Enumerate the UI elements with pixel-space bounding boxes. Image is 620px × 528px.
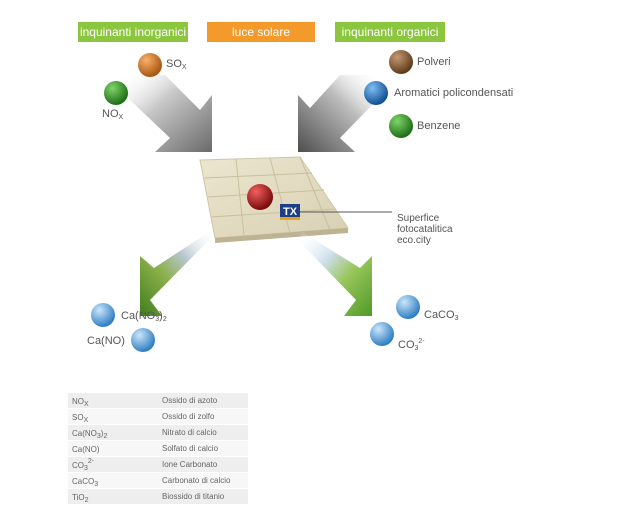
arrow-products-right (298, 232, 372, 316)
cano3-molecule-icon (91, 303, 115, 327)
legend-symbol: TiO2 (68, 489, 158, 505)
label-caco3: CaCO$_3$ (424, 309, 459, 322)
legend-description: Ossido di zolfo (158, 409, 248, 425)
legend-description: Nitrato di calcio (158, 425, 248, 441)
catalyst-molecule-icon (247, 184, 273, 210)
cano-molecule-icon (131, 328, 155, 352)
label-cano: Ca(NO) (87, 335, 125, 347)
surface-label-line3: eco.city (397, 235, 431, 246)
surface-label-line1: Superfice (397, 213, 440, 224)
tag-organic-pollutants: inquinanti organici (335, 22, 445, 42)
caco3-molecule-icon (396, 295, 420, 319)
polveri-molecule-icon (389, 50, 413, 74)
legend-row (68, 441, 248, 457)
label-nox: $NO_X$ (102, 108, 124, 121)
benzene-molecule-icon (389, 114, 413, 138)
legend-row (68, 473, 248, 489)
legend-table (68, 393, 248, 505)
arrow-inorganic-in (120, 75, 212, 152)
photocatalytic-surface (200, 157, 348, 243)
label-co3: $CO_3^{2-}$ (398, 338, 425, 352)
sox-molecule-icon (138, 53, 162, 77)
legend-row (68, 425, 248, 441)
aromatici-molecule-icon (364, 81, 388, 105)
legend-symbol: CO32- (68, 457, 158, 473)
label-benzene: Benzene (417, 120, 461, 132)
legend-symbol: SOX (68, 409, 158, 425)
legend-symbol: Ca(NO) (68, 441, 158, 457)
label-sox: $SO_X$ (166, 58, 187, 71)
legend-symbol: NOX (68, 393, 158, 409)
nox-molecule-icon (104, 81, 128, 105)
legend-description: Ione Carbonato (158, 457, 248, 473)
tag-inorganic-pollutants: inquinanti inorganici (78, 22, 188, 42)
legend-description: Biossido di titanio (158, 489, 248, 505)
label-aromatici: Aromatici policondensati (394, 87, 514, 99)
legend-description: Ossido di azoto (158, 393, 248, 409)
label-cano3: $Ca(NO_3)_2$ (121, 310, 167, 323)
legend-row (68, 457, 248, 473)
tx-logo-icon (280, 204, 300, 220)
surface-label-line2: fotocatalitica (397, 224, 453, 235)
legend-symbol: Ca(NO3)2 (68, 425, 158, 441)
label-polveri: Polveri (417, 56, 451, 68)
legend-row (68, 489, 248, 505)
legend-description: Carbonato di calcio (158, 473, 248, 489)
legend-row (68, 409, 248, 425)
surface-label (397, 213, 453, 246)
legend-description: Solfato di calcio (158, 441, 248, 457)
legend-row (68, 393, 248, 409)
legend-symbol: CaCO3 (68, 473, 158, 489)
svg-text:TX: TX (282, 206, 298, 218)
co3-molecule-icon (370, 322, 394, 346)
tag-sunlight: luce solare (207, 22, 315, 42)
